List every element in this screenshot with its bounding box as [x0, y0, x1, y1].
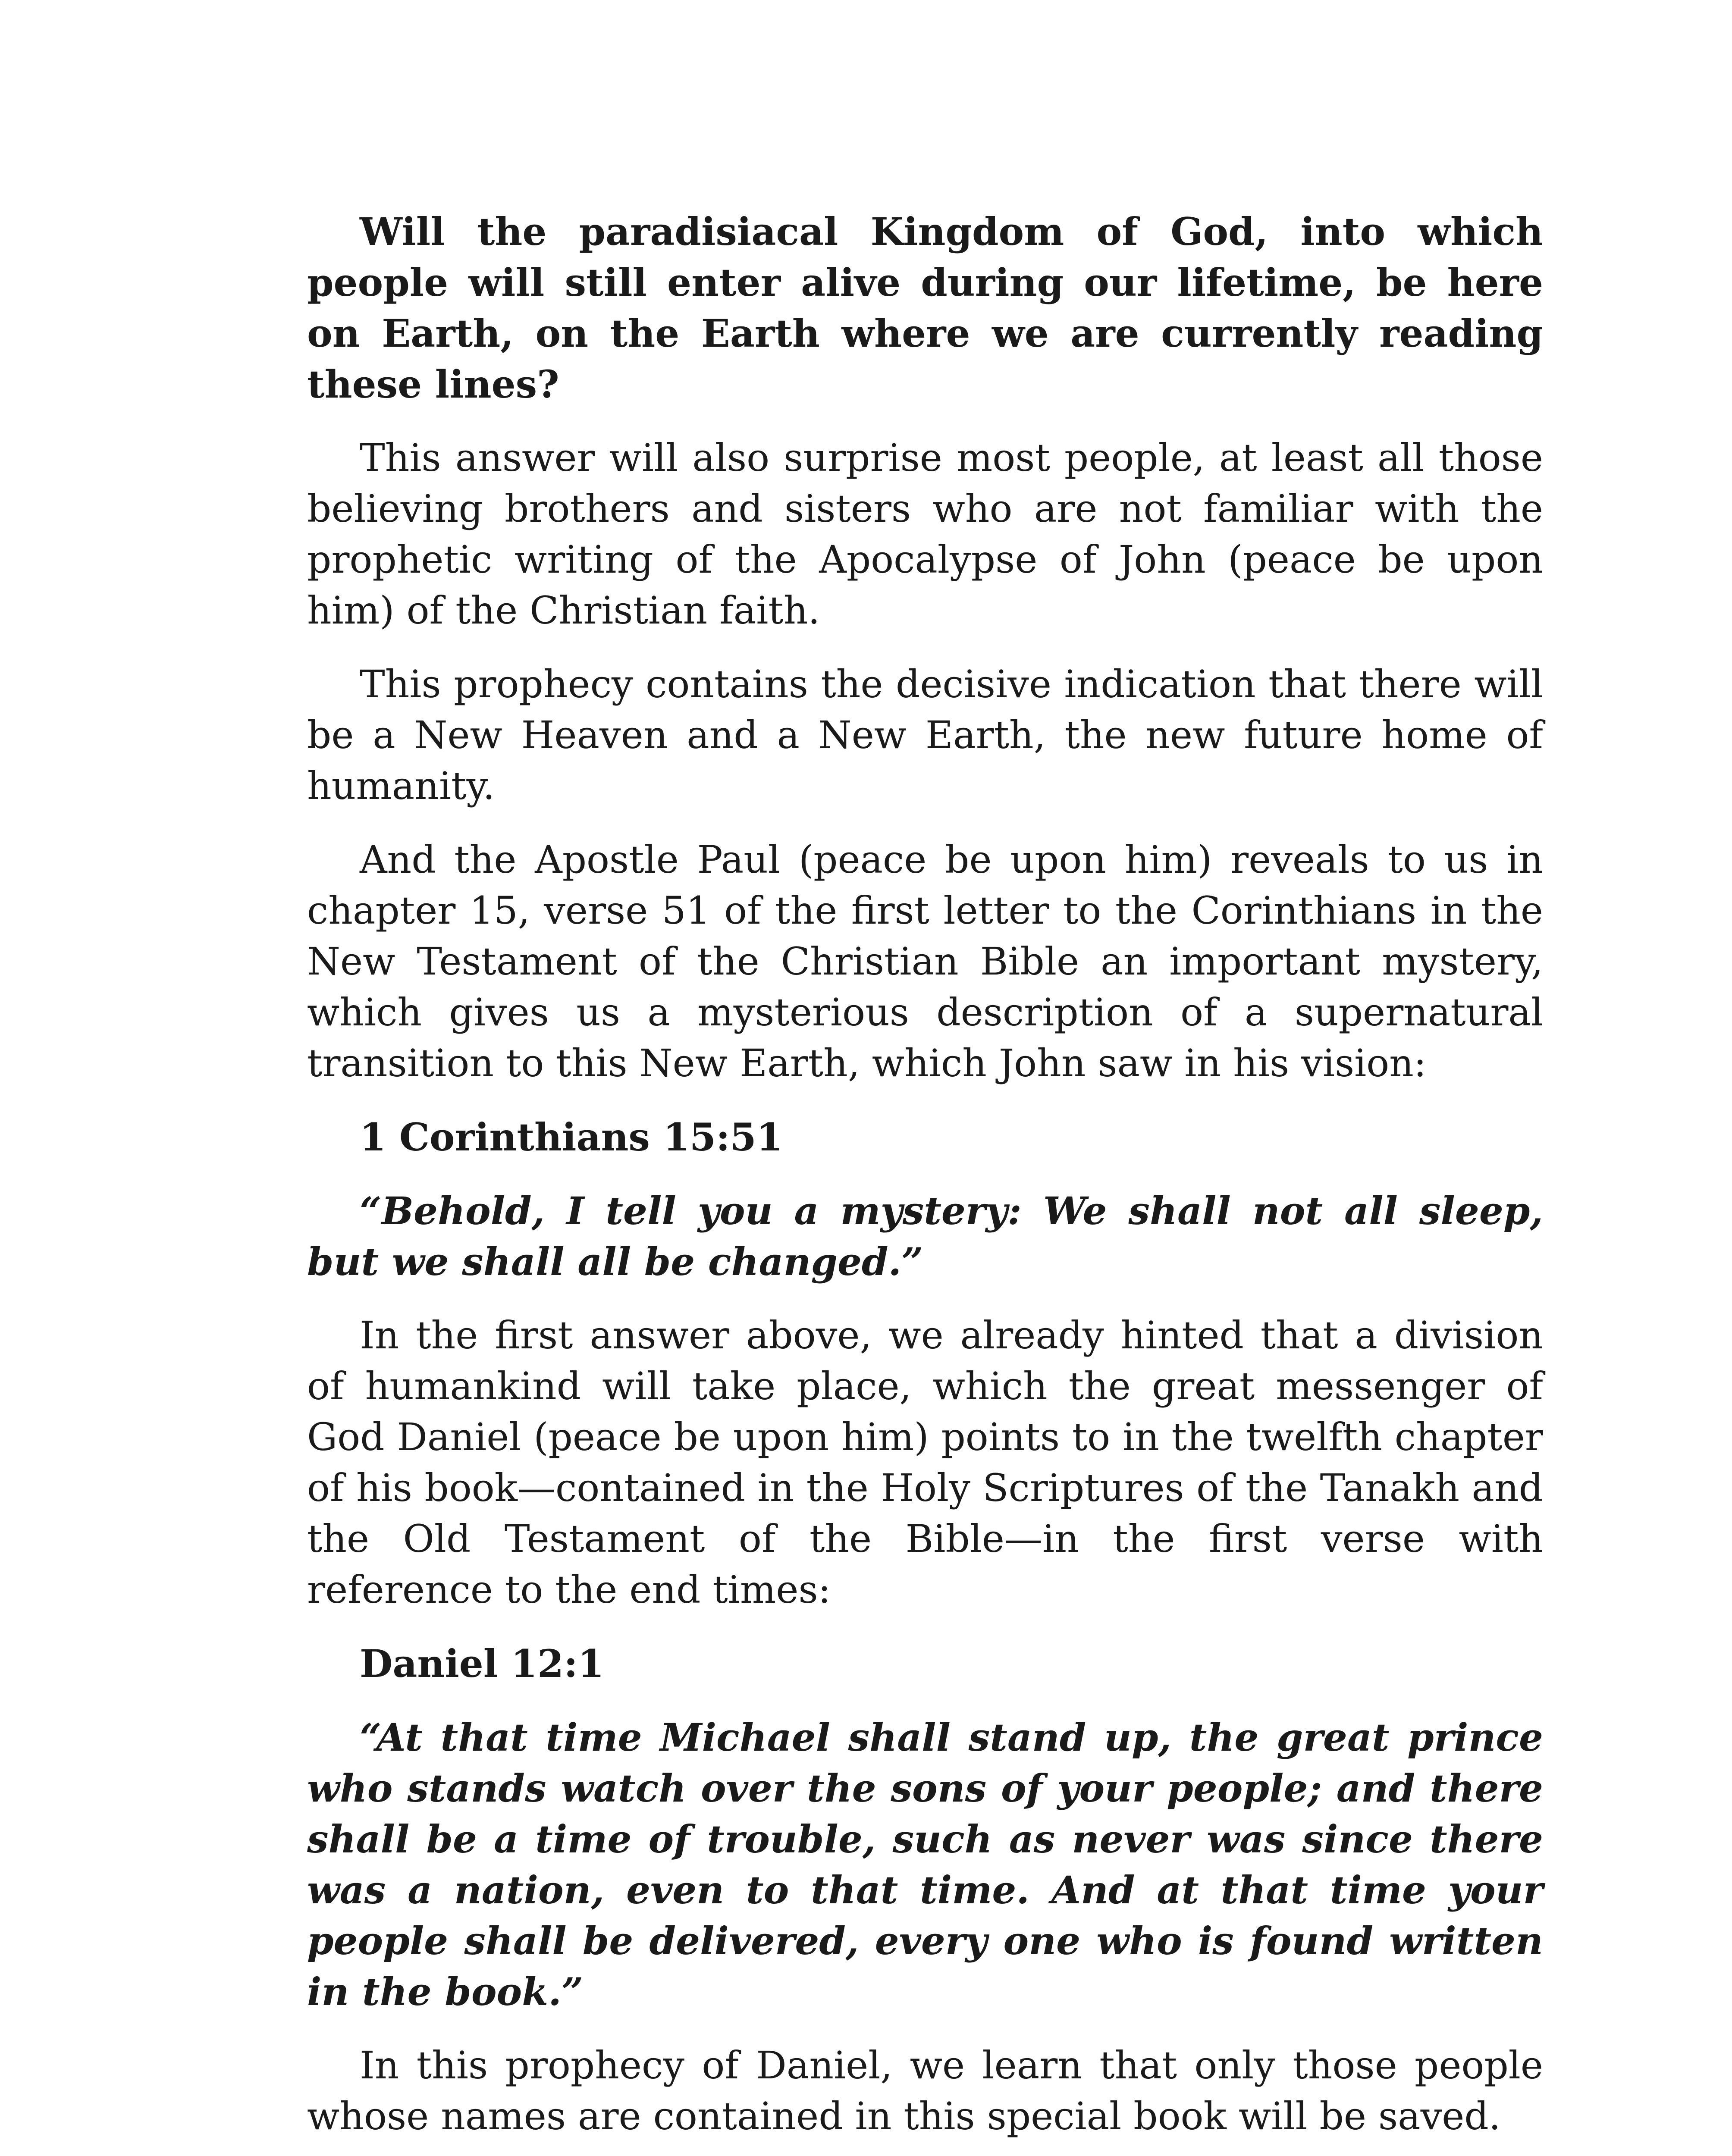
body-paragraph: This answer will also surprise most people, at least all those believing brothers and sisters who are not familiar with the prophetic writing of the Apocalypse of John (peace be upon him) of the Christian faith. — [307, 436, 1543, 633]
scripture-quote: “At that time Michael shall stand up, the great prince who stands watch over the sons of your people; and there shall be a time of trouble, such as never was since there was a nation, even to that time. And at that time your people shall be delivered, every one who is found written in the book.” — [307, 1715, 1543, 2014]
scripture-reference: 1 Corinthians 15:51 — [360, 1115, 783, 1159]
scripture-quote: “Behold, I tell you a mystery: We shall not all sleep, but we shall all be changed.” — [307, 1188, 1543, 1284]
body-paragraph: In the first answer above, we already hinted that a division of humankind will take place, which the great messenger of God Daniel (peace be upon him) points to in the twelfth chapter of his book—contained in the Holy Scriptures of the Tanakh and the Old Testament of the Bible—in the first verse with reference to the end times: — [307, 1313, 1543, 1612]
body-paragraph: And the Apostle Paul (peace be upon him) reveals to us in chapter 15, verse 51 of the first letter to the Corinthians in the New Testament of the Christian Bible an important mystery, which gives us a mysterious description of a supernatural transition to this New Earth, which John saw in his vision: — [307, 837, 1543, 1085]
question-heading: Will the paradisiacal Kingdom of God, into which people will still enter alive during our lifetime, be here on Earth, on the Earth where we are currently reading these lines? — [307, 209, 1543, 407]
body-paragraph: In this prophecy of Daniel, we learn that only those people whose names are contained in this special book will be saved. — [307, 2043, 1543, 2138]
page-body — [307, 206, 1543, 2156]
body-paragraph: This prophecy contains the decisive indication that there will be a New Heaven and a New Earth, the new future home of humanity. — [307, 662, 1543, 808]
scripture-reference: Daniel 12:1 — [360, 1641, 604, 1686]
